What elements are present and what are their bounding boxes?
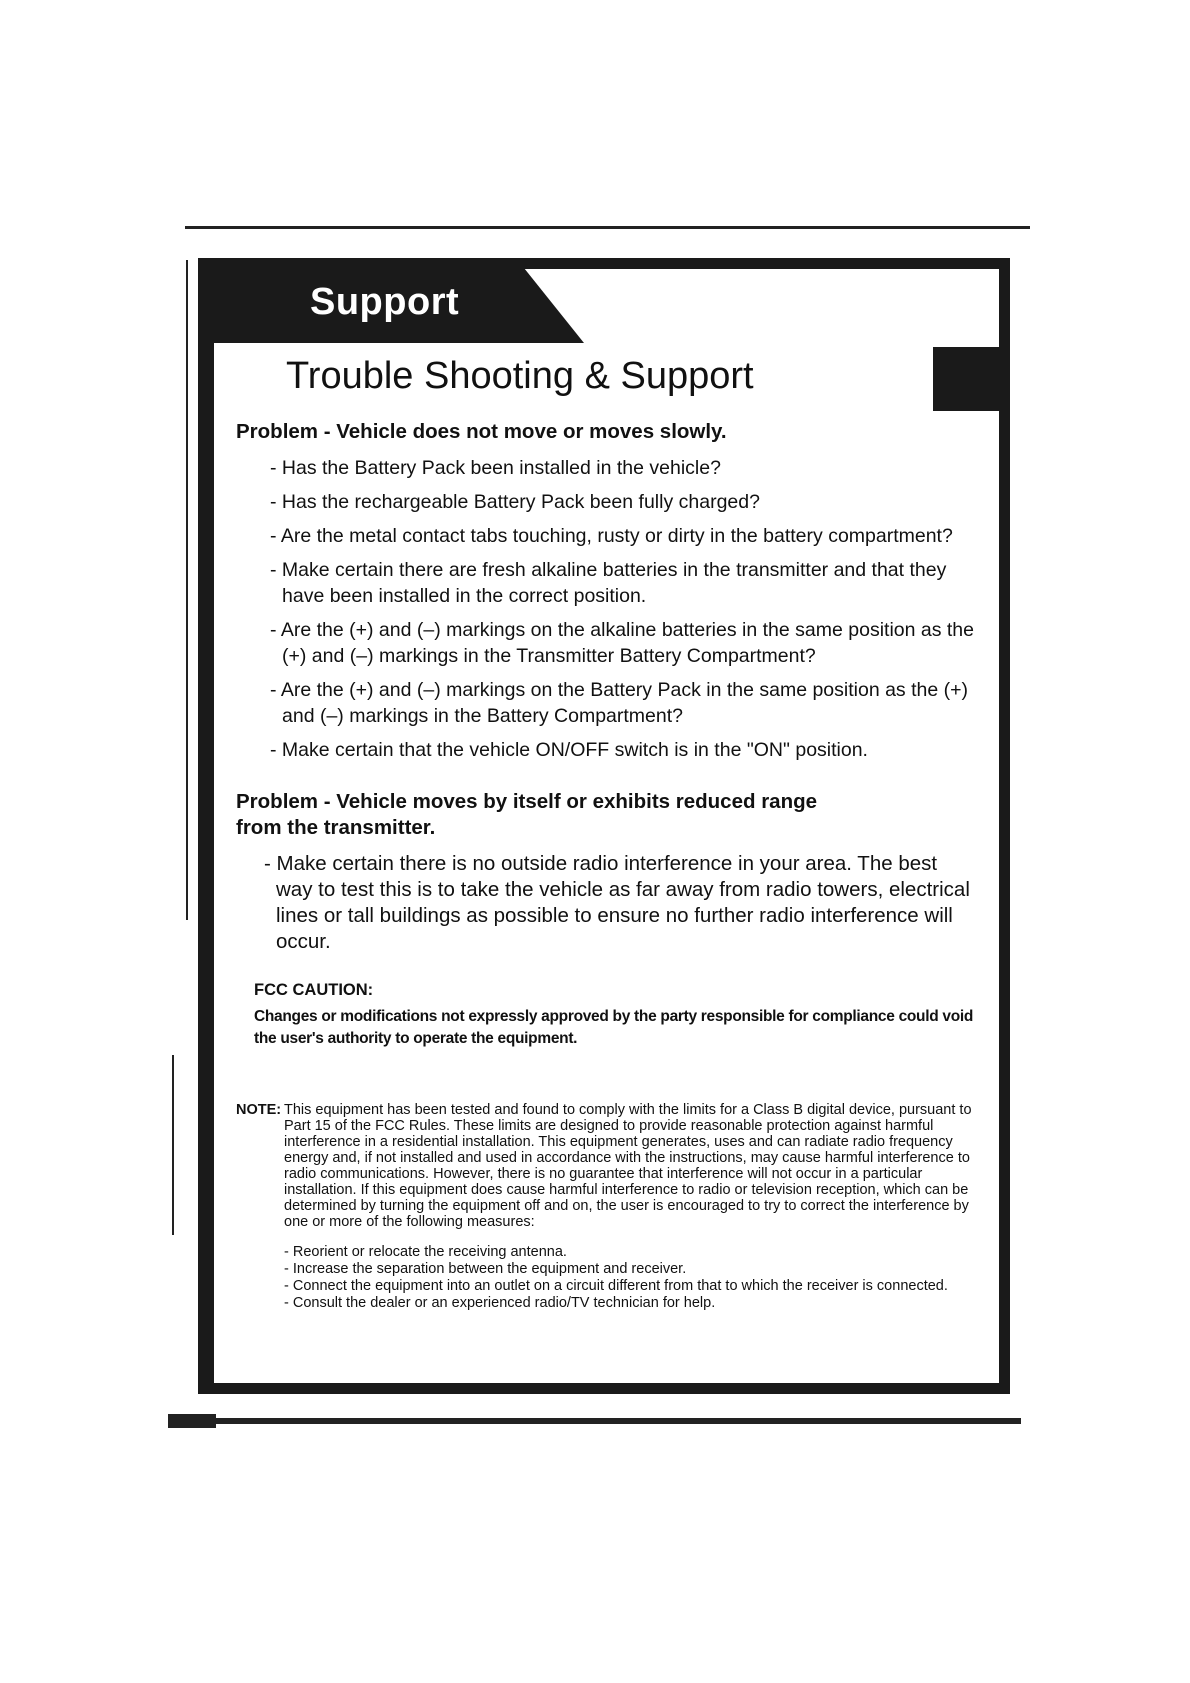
problem-1-item: - Are the (+) and (–) markings on the Battery Pack in the same position as the (+) and (–) markings in the Battery Compartment?	[270, 679, 969, 727]
note-measure: - Connect the equipment into an outlet on a circuit different from that to which the receiver is connected.	[284, 1278, 948, 1294]
support-tab-title: Support	[310, 281, 460, 323]
problem-1-item: - Make certain that the vehicle ON/OFF switch is in the "ON" position.	[270, 739, 868, 761]
top-rule	[185, 226, 1030, 229]
left-margin-line	[186, 260, 188, 920]
note-measure: - Consult the dealer or an experienced radio/TV technician for help.	[284, 1295, 716, 1311]
note-measure: - Increase the separation between the equipment and receiver.	[284, 1261, 687, 1277]
support-panel	[198, 258, 1010, 1394]
fcc-caution-text: Changes or modifications not expressly approved by the party responsible for compliance could void the user's authority to operate the equipment.	[254, 1008, 974, 1047]
problem-1-item: - Are the (+) and (–) markings on the alkaline batteries in the same position as the (+) and (–) markings in the Transmitter Battery Compartment?	[270, 619, 974, 667]
note-measure: - Reorient or relocate the receiving antenna.	[284, 1244, 567, 1260]
bottom-rule	[168, 1418, 1021, 1424]
note-label: NOTE:	[236, 1102, 282, 1118]
left-margin-line-lower	[172, 1055, 174, 1235]
note-measures-list	[284, 1244, 977, 1311]
note-text: This equipment has been tested and found to comply with the limits for a Class B digital device, pursuant to Part 15 of the FCC Rules. These limits are designed to provide reasonable protection against harmful interference in a residential installation. This equipment generates, uses and can radiate radio frequency energy and, if not installed and used in accordance with the instructions, may cause harmful interference to radio communications. However, there is no guarantee that interference will not occur in a particular installation. If this equipment does cause harmful interference to radio or television reception, which can be determined by turning the equipment off and on, the user is encouraged to try to correct the interference by one or more of the following measures:	[284, 1102, 972, 1230]
problem-2-title: Problem - Vehicle moves by itself or exhibits reduced range from the transmitter.	[236, 790, 818, 839]
fcc-note	[236, 1102, 977, 1230]
page-title: Trouble Shooting & Support	[286, 355, 754, 397]
problem-1-item: - Are the metal contact tabs touching, rusty or dirty in the battery compartment?	[270, 525, 953, 547]
bottom-rule-block	[168, 1414, 216, 1428]
problem-2-item: - Make certain there is no outside radio interference in your area. The best way to test this is to take the vehicle as far away from radio towers, electrical lines or tall buildings as possible to ensure no further radio interference will occur.	[264, 852, 970, 953]
fcc-caution	[254, 981, 977, 1050]
problem-1-item: - Has the Battery Pack been installed in the vehicle?	[270, 457, 721, 479]
fcc-caution-title: FCC CAUTION:	[254, 981, 374, 999]
section-gap	[236, 771, 977, 789]
content-area	[236, 419, 977, 1312]
problem-1-item: - Has the rechargeable Battery Pack been fully charged?	[270, 491, 760, 513]
problem-1-item: - Make certain there are fresh alkaline batteries in the transmitter and that they have been installed in the correct position.	[270, 559, 947, 607]
side-marker-block	[933, 347, 999, 411]
problem-1-title: Problem - Vehicle does not move or moves slowly.	[236, 420, 727, 443]
